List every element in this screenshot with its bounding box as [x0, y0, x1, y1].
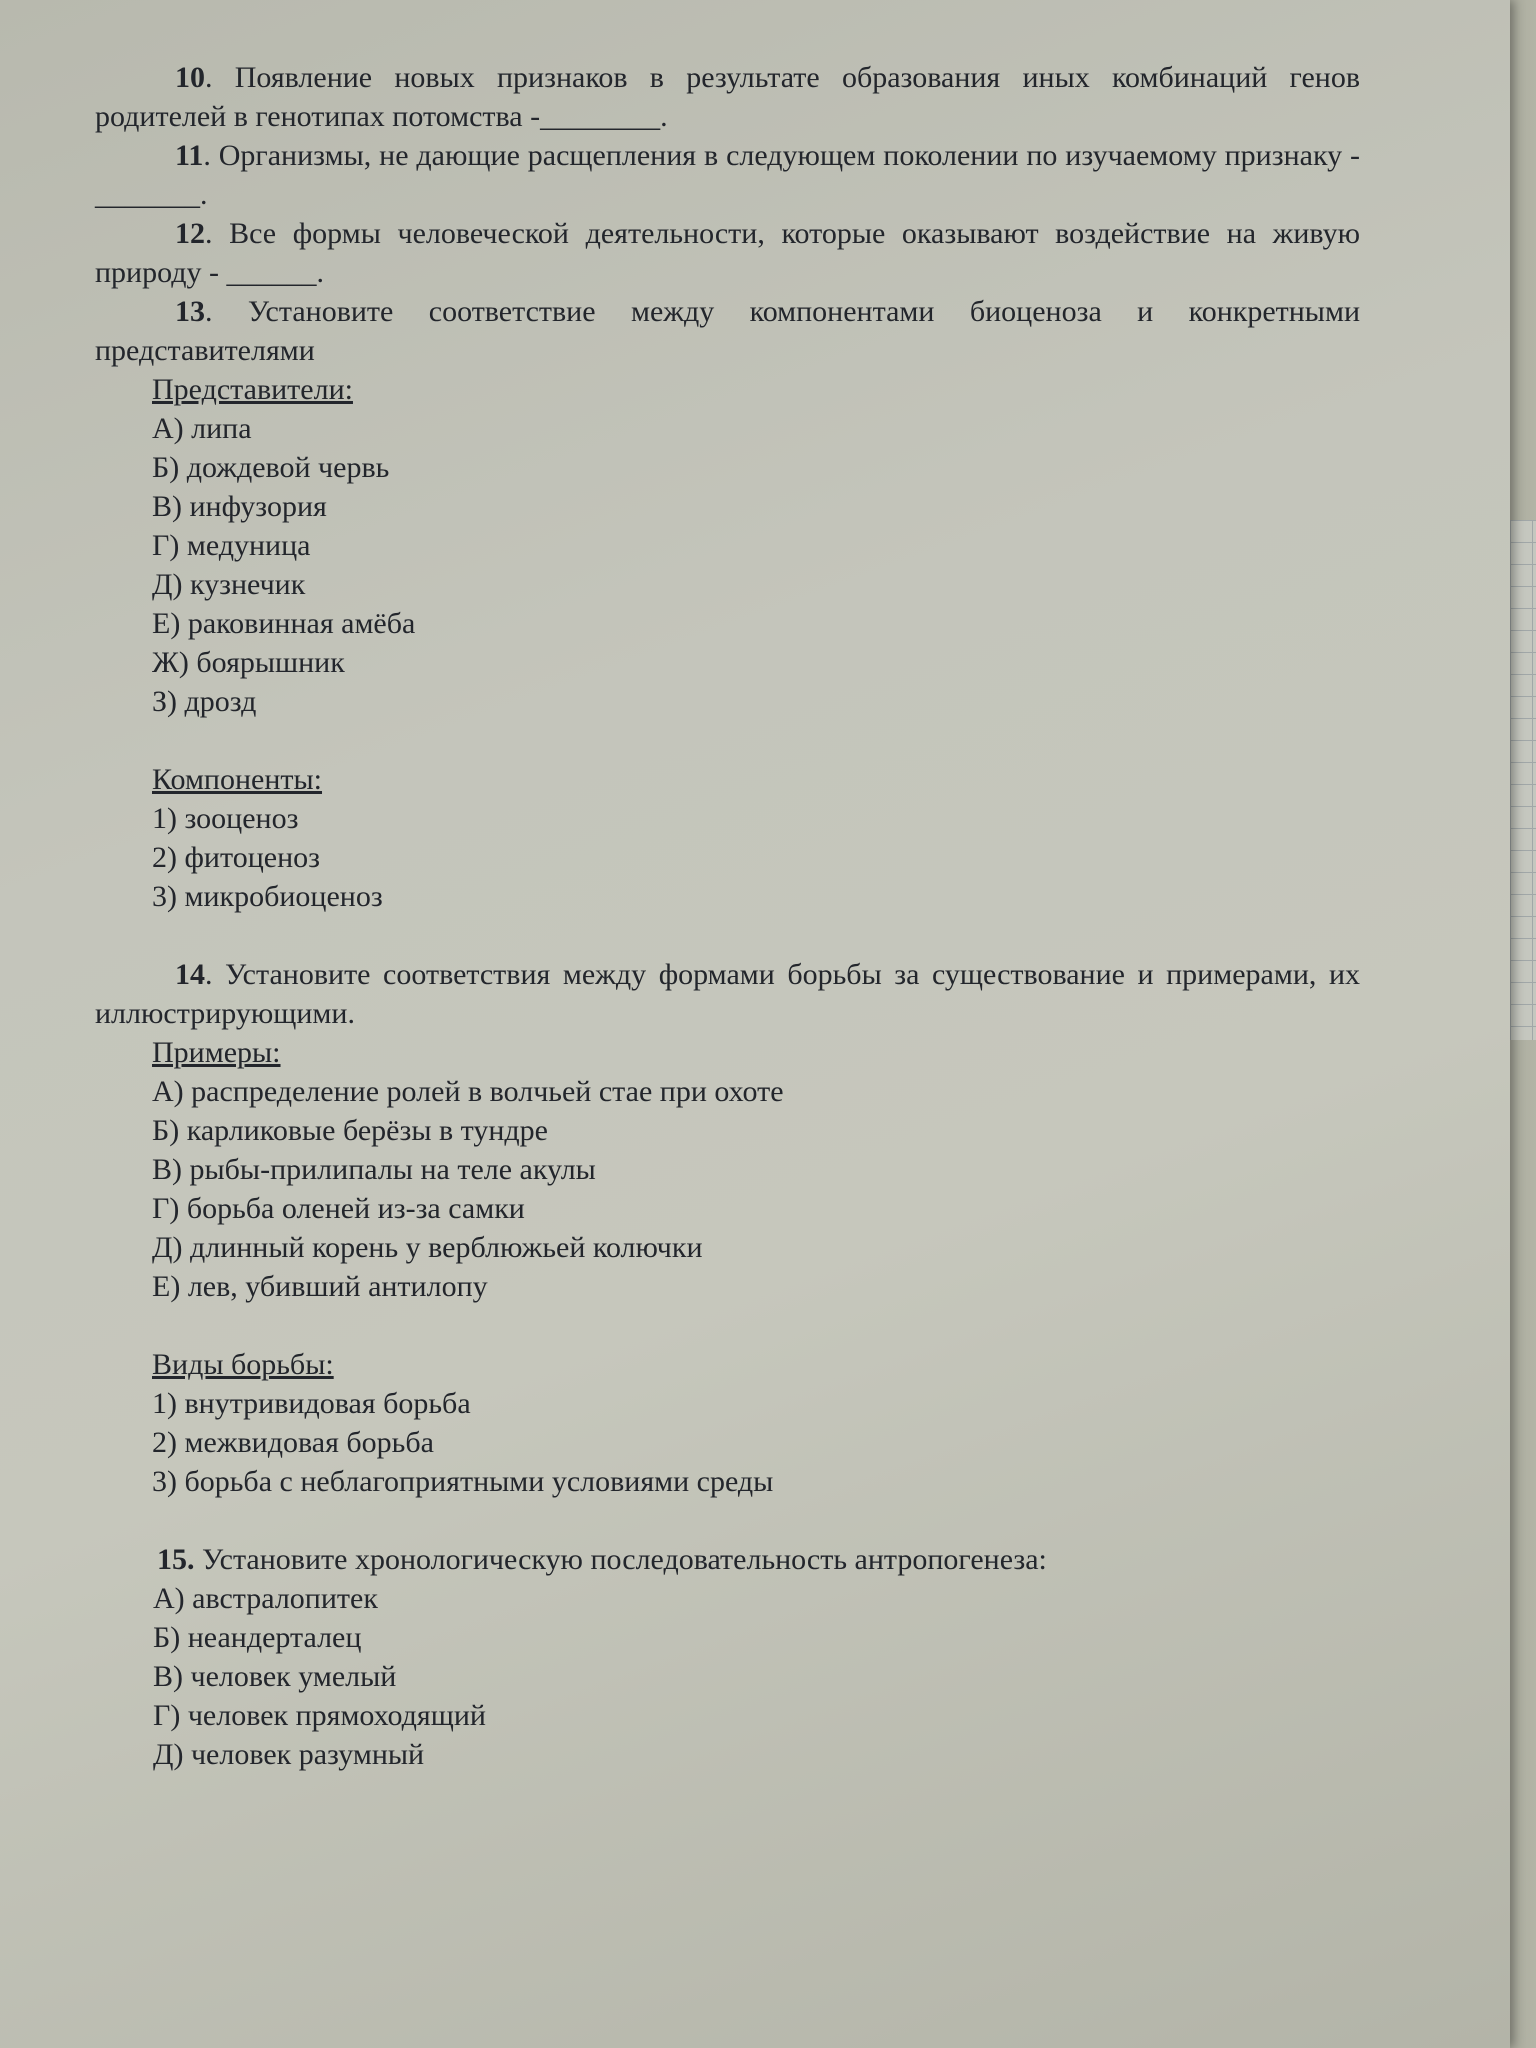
list-item: 1) зооценоз [152, 802, 299, 835]
list-item: Д) кузнечик [152, 568, 306, 601]
question-text: . Установите соответствие между компонентами биоценоза и конкретными представителями [95, 295, 1360, 367]
list-item: В) человек умелый [153, 1660, 397, 1693]
question-text: . Организмы, не дающие расщепления в следующем поколении по изучаемому признаку - _______. [95, 139, 1360, 211]
question-number: 13 [175, 295, 205, 328]
list-item: Б) неандерталец [153, 1621, 362, 1654]
question-13 [95, 292, 1360, 370]
document-content [95, 58, 1360, 1774]
question-10 [95, 58, 1360, 136]
list-item: 1) внутривидовая борьба [152, 1387, 471, 1420]
list-item: Ж) боярышник [152, 646, 345, 679]
list-title: Представители: [152, 373, 353, 406]
question-text: Установите хронологическую последовательность антропогенеза: [194, 1543, 1047, 1576]
list-item: Д) длинный корень у верблюжьей колючки [152, 1231, 703, 1264]
list-item: Г) человек прямоходящий [153, 1699, 486, 1732]
question-text: . Все формы человеческой деятельности, которые оказывают воздействие на живую природу - ______. [95, 217, 1360, 289]
list-item: В) инфузория [152, 490, 327, 523]
question-14 [95, 955, 1360, 1033]
list-item: А) липа [152, 412, 252, 445]
anthropogenesis-list [95, 1579, 1360, 1774]
question-number: 12 [175, 217, 205, 250]
list-item: Б) карликовые берёзы в тундре [152, 1114, 548, 1147]
question-number: 10 [175, 61, 205, 94]
question-15 [95, 1540, 1360, 1579]
list-item: Г) борьба оленей из-за самки [152, 1192, 525, 1225]
list-item: Г) медуница [152, 529, 311, 562]
list-item: Е) раковинная амёба [152, 607, 416, 640]
list-item: Д) человек разумный [153, 1738, 425, 1771]
list-item: Е) лев, убивший антилопу [152, 1270, 488, 1303]
question-text: . Появление новых признаков в результате образования иных комбинаций генов родителей в генотипах потомства -________. [95, 61, 1360, 133]
question-number: 11 [175, 139, 204, 172]
list-item: Б) дождевой червь [152, 451, 390, 484]
question-11 [95, 136, 1360, 214]
question-12 [95, 214, 1360, 292]
list-item: 2) фитоценоз [152, 841, 320, 874]
list-item: 3) борьба с неблагоприятными условиями среды [152, 1465, 774, 1498]
struggle-types-list [95, 1345, 1360, 1501]
question-text: . Установите соответствия между формами борьбы за существование и примерами, их иллюстрирующими. [95, 958, 1360, 1030]
representatives-list [95, 370, 1360, 721]
list-title: Компоненты: [152, 763, 323, 796]
question-number: 15. [157, 1543, 195, 1576]
list-item: 3) микробиоценоз [152, 880, 383, 913]
list-item: А) распределение ролей в волчьей стае при охоте [152, 1075, 784, 1108]
components-list [95, 760, 1360, 916]
list-item: 2) межвидовая борьба [152, 1426, 434, 1459]
examples-list [95, 1033, 1360, 1306]
list-item: В) рыбы-прилипалы на теле акулы [152, 1153, 596, 1186]
list-item: А) австралопитек [153, 1582, 378, 1615]
list-item: З) дрозд [152, 685, 257, 718]
list-title: Виды борьбы: [152, 1348, 334, 1381]
question-number: 14 [175, 958, 205, 991]
list-title: Примеры: [152, 1036, 281, 1069]
